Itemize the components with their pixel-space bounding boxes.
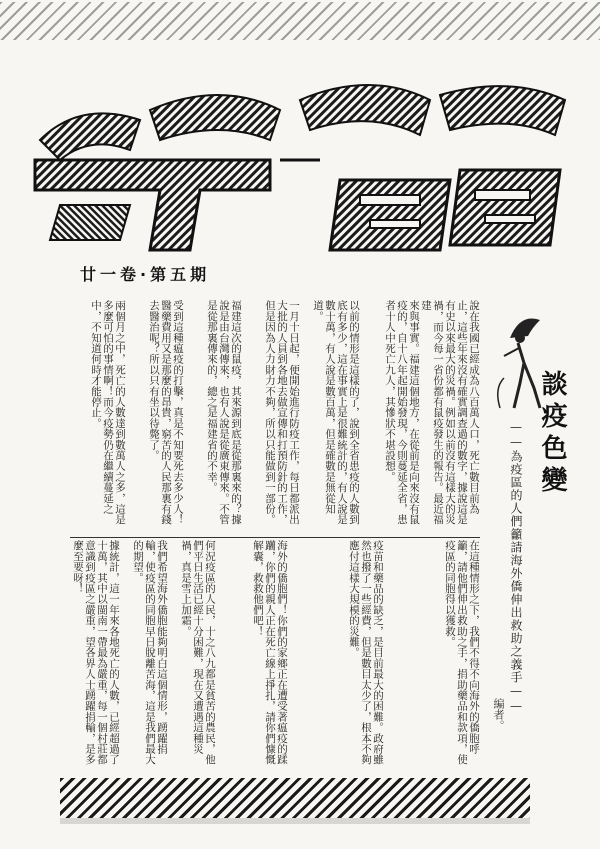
- top-hatched-border: [0, 2, 600, 40]
- body-column: 疫苗和藥品的缺乏，是目前最大的困難。政府雖然也撥了一些經費，但是數目太少了，根本不夠應付這樣大規模的災難。: [348, 540, 384, 765]
- article-title: 談疫色變: [537, 370, 567, 498]
- article-heading: [480, 300, 585, 770]
- bottom-rule: [60, 818, 530, 824]
- body-column: 何況疫區的人民，十之八九都是貧苦的農民，他們平日生活已經十分困難，現在又遭遇這種災禍，真是雪上加霜。: [180, 540, 216, 765]
- body-column: 一月十日起，便開始進行防疫工作，每日都派出大批的人員到各地去做宣傳和打預防針的工作，但是因為人力財力不夠，所以只能做到一部份。: [264, 300, 300, 525]
- masthead-logo: [20, 40, 580, 260]
- body-column: 我們希望海外僑胞能夠明白這個情形，踴躍捐輸，使疫區的同胞早日脫離苦海，這是我們最大的期望。: [132, 540, 168, 765]
- body-column: 意識到疫區之嚴重，望各界人士踴躍捐輸，是多麼至要呀！: [72, 540, 96, 765]
- masthead: [20, 40, 580, 260]
- article-body: [70, 300, 480, 770]
- body-column: 福建這次的鼠疫，其來源到底是從那裏來的？據說是由台灣傳來，也有人說是從廣東傳來。不管是從那裏傳來的，總之是福建省的不幸。: [206, 300, 242, 525]
- body-column: 以前的情形是這樣的了，說到全省患疫的人數到底有多少，這在事實上是很難統計的，有人說是數十萬，有人說是數百萬，但是確數是無從知道。: [312, 300, 360, 525]
- body-column: 受到這種瘟疫的打擊，真是不知要死去多少人！醫藥費用又是那麼的昂貴，窮苦的人民那裏有錢去醫治呢？所以只有坐以待斃了。: [148, 300, 184, 525]
- editor-note: 編者。: [492, 698, 505, 731]
- bottom-hatched-border: [60, 778, 530, 818]
- body-column: 說在我國已經成為八百萬人口，死亡數目前為止，這些年來沒有確實調查過的數字，據說這是有史以來最大的災禍。例如以前沒有這樣大的災禍，而今每一省份都有鼠疫發生的報告。最近福建: [420, 300, 480, 525]
- body-column: 據統計，這一年來各地死亡的人數，已經超過了十萬，其中以閩南一帶最為嚴重，每一個村莊都: [96, 540, 120, 765]
- body-column: 海外的僑胞們！你們的家鄉正在遭受著瘟疫的蹂躪，你們的親人正在死亡線上掙扎，請你們慷慨解囊，救救他們吧！: [252, 540, 288, 765]
- column-divider: [70, 537, 480, 538]
- body-column: 來與事實。福建這個地方，在從前是向來沒有鼠疫的，自十八年起開始發現，今則蔓延全省，患者十人中死亡九人，其慘狀不堪設想。: [384, 300, 420, 525]
- body-column: 在這種情形之下，我們不得不向海外的僑胞呼籲，請他們伸出救助之手，捐助藥品和款項，使疫區的同胞得以獲救。: [444, 540, 480, 765]
- body-column: 兩個月之中，死亡的人數達到數萬人之多，這是多麼可怕的事情啊！而今疫勢仍在繼續蔓延之中，不知道何時才能停止。: [90, 300, 126, 525]
- article-subtitle: ——為疫區的人們籲請海外僑伸出救助之義手——: [509, 420, 523, 714]
- issue-number: 期五第·卷一廿: [80, 265, 211, 284]
